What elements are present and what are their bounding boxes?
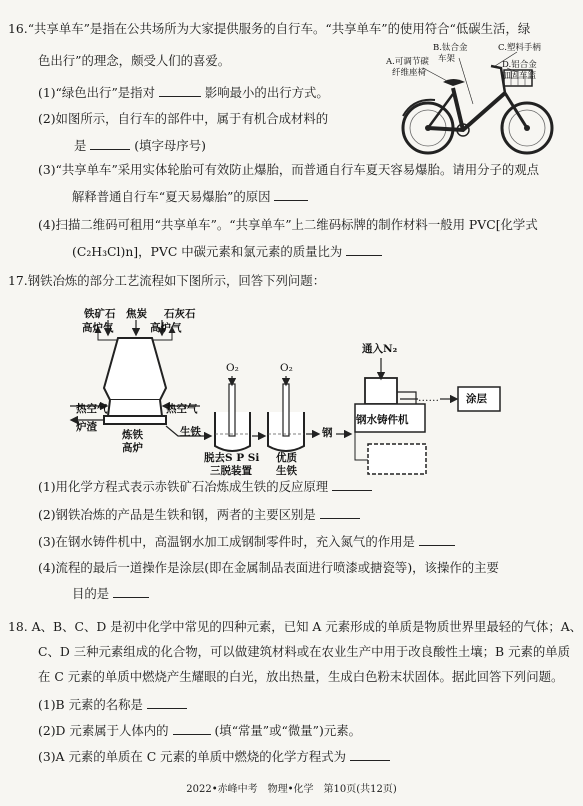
bike-label-a1: A.可调节碳 <box>386 57 429 67</box>
q17-part4-answer-blank[interactable] <box>113 586 149 598</box>
q16-part1-text-b: 影响最小的出行方式。 <box>204 85 329 100</box>
label-dots: …… <box>418 392 439 404</box>
q18-part2-text-b: (填“常量”或“微量”)元素。 <box>214 723 361 738</box>
q17-part3-text: (3)在钢水铸件机中，高温钢水加工成钢制零件时，充入氮气的作用是 <box>38 534 415 549</box>
q18-stem-line1: 18. A、B、C、D 是初中化学中常见的四种元素，已知 A 元素形成的单质是物质世界里最轻的气体；A、 <box>8 619 583 634</box>
label-limestone: 石灰石 <box>164 308 196 320</box>
q16-part1 <box>38 84 329 101</box>
label-slag: 炉渣 <box>76 421 97 433</box>
q17-part4-text: 目的是 <box>72 586 110 601</box>
q16-part4-line2 <box>72 243 382 260</box>
q18-part3-answer-blank[interactable] <box>350 749 390 761</box>
label-steel: 钢 <box>322 427 333 439</box>
q16-part4-text: (C₂H₃Cl)n]，PVC 中碳元素和氯元素的质量比为 <box>72 244 343 259</box>
q18-part3 <box>38 748 390 765</box>
bike-label-d1: D.铝合金 <box>502 60 537 70</box>
q17-part4-line1: (4)流程的最后一道操作是涂层(即在金属制品表面进行喷漆或搪瓷等)，该操作的主要 <box>38 560 499 575</box>
q16-part1-text-a: (1)“绿色出行”是指对 <box>38 85 155 100</box>
q17-part1-text: (1)用化学方程式表示赤铁矿石冶炼成生铁的反应原理 <box>38 479 329 494</box>
label-hot-air-right: 热空气 <box>166 403 198 415</box>
q17-part2 <box>38 506 360 523</box>
label-nitrogen: 通入N₂ <box>362 343 398 355</box>
label-oxygen-b: O₂ <box>280 362 293 374</box>
q17-part1 <box>38 478 372 495</box>
q17-stem: 17.钢铁冶炼的部分工艺流程如下图所示，回答下列问题： <box>8 273 326 288</box>
q16-part3-text: 解释普通自行车“夏天易爆胎”的原因 <box>72 189 271 204</box>
q17-part1-answer-blank[interactable] <box>332 479 372 491</box>
label-furnace-gas-right: 高炉气 <box>150 322 182 334</box>
label-oxygen-a: O₂ <box>226 362 239 374</box>
q18-part3-text: (3)A 元素的单质在 C 元素的单质中燃烧的化学方程式为 <box>38 749 346 764</box>
q17-part2-answer-blank[interactable] <box>320 507 360 519</box>
label-quality-2: 生铁 <box>276 465 297 477</box>
label-pig-iron: 生铁 <box>180 426 201 438</box>
blast-furnace-body <box>104 338 166 400</box>
q16-part2-answer-blank[interactable] <box>90 138 130 150</box>
q17-part3-answer-blank[interactable] <box>419 534 455 546</box>
q16-part2-line1: (2)如图所示，自行车的部件中，属于有机合成材料的 <box>38 111 329 126</box>
q17-part4-line2 <box>72 585 149 602</box>
bike-label-d2: 加固车篮 <box>502 71 537 81</box>
q18-part2-answer-blank[interactable] <box>173 723 211 735</box>
q18-part2 <box>38 722 361 739</box>
label-furnace-2: 高炉 <box>122 442 143 454</box>
q17-part2-text: (2)钢铁冶炼的产品是生铁和钢，两者的主要区别是 <box>38 507 316 522</box>
bike-label-a2: 纤维座椅 <box>392 68 427 78</box>
q18-part1-answer-blank[interactable] <box>147 697 187 709</box>
q16-part3-line2 <box>72 188 308 205</box>
q16-part1-answer-blank[interactable] <box>159 85 201 97</box>
q18-part2-text-a: (2)D 元素属于人体内的 <box>38 723 169 738</box>
casting-machine-bottom <box>368 444 426 474</box>
bike-seat <box>443 79 465 86</box>
q17-part3 <box>38 533 455 550</box>
q16-part2-text-c: (填字母序号) <box>134 138 206 153</box>
label-triple-removal: 三脱装置 <box>210 465 252 477</box>
label-remove-sps: 脱去S P Si <box>204 452 260 464</box>
q16-part2-line2 <box>74 137 206 154</box>
q18-part1 <box>38 696 187 713</box>
q18-stem-line2: C、D 三种元素组成的化合物，可以做建筑材料或在农业生产中用于改良酸性土壤；B 元素的单质 <box>38 644 571 659</box>
label-coating: 涂层 <box>466 393 487 405</box>
label-hot-air-left: 热空气 <box>76 403 108 415</box>
label-furnace-gas-left: 高炉气 <box>82 322 114 334</box>
q16-stem-line2: 色出行”的理念，颇受人们的喜爱。 <box>38 53 231 68</box>
label-furnace-1: 炼铁 <box>122 429 143 441</box>
label-casting-machine: 钢水铸件机 <box>356 414 409 426</box>
q16-part4-answer-blank[interactable] <box>346 244 382 256</box>
q16-part3-line1: (3)“共享单车”采用实体轮胎可有效防止爆胎，而普通自行车夏天容易爆胎。请用分子的观点 <box>38 162 540 177</box>
casting-machine-top <box>365 378 397 404</box>
q16-part2-text-b: 是 <box>74 138 87 153</box>
q16-stem-line1: 16.“共享单车”是指在公共场所为大家提供服务的自行车。“共享单车”的使用符合“低碳生活，绿 <box>8 21 531 36</box>
q18-stem-line3: 在 C 元素的单质中燃烧产生耀眼的白光，放出热量，生成白色粉末状固体。据此回答下列问题。 <box>38 669 564 684</box>
label-coke: 焦炭 <box>126 308 147 320</box>
bicycle-drawing <box>383 38 583 158</box>
q16-part3-answer-blank[interactable] <box>274 189 308 201</box>
bike-label-b2: 车架 <box>438 54 456 64</box>
label-quality-1: 优质 <box>276 452 297 464</box>
page-footer: 2022•赤峰中考 物理•化学 第10页(共12页) <box>186 784 397 795</box>
bike-label-b1: B.钛合金 <box>433 43 468 53</box>
bike-label-c1: C.塑料手柄 <box>498 43 541 53</box>
q16-part4-line1: (4)扫描二维码可租用“共享单车”。“共享单车”上二维码标牌的制作材料一般用 PVC[化学式 <box>38 217 538 232</box>
label-iron-ore: 铁矿石 <box>84 308 116 320</box>
q18-part1-text: (1)B 元素的名称是 <box>38 697 143 712</box>
